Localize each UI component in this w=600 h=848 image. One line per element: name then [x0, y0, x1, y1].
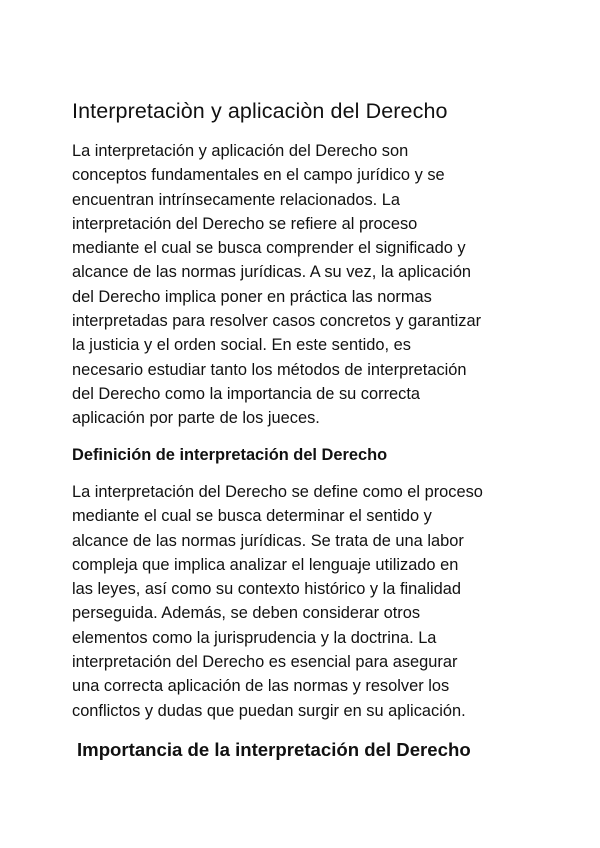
intro-line: del Derecho como la importancia de su correcta — [72, 384, 421, 403]
definition-line: conflictos y dudas que puedan surgir en su aplicación. — [72, 701, 466, 720]
section-heading-definicion: Definición de interpretación del Derecho — [72, 446, 388, 464]
definition-line: interpretación del Derecho es esencial para asegurar — [72, 653, 458, 672]
intro-paragraph — [72, 139, 542, 431]
definition-line: La interpretación del Derecho se define como el proceso — [72, 483, 483, 501]
intro-line: la justicia y el orden social. En este sentido, es — [72, 336, 411, 355]
intro-line: encuentran intrínsecamente relacionados. La — [72, 190, 401, 209]
definition-line: perseguida. Además, se deben considerar otros — [72, 604, 421, 623]
intro-line: interpretación del Derecho se refiere al proceso — [72, 214, 418, 233]
intro-line: del Derecho implica poner en práctica las normas — [72, 287, 432, 306]
definition-line: alcance de las normas jurídicas. Se trata de una labor — [72, 531, 464, 550]
intro-line: aplicación por parte de los jueces. — [72, 409, 320, 428]
definition-line: elementos como la jurisprudencia y la doctrina. La — [72, 628, 437, 647]
document-title: Interpretaciòn y aplicaciòn del Derecho — [72, 99, 448, 123]
definition-line: una correcta aplicación de las normas y resolver los — [72, 677, 450, 696]
intro-line: La interpretación y aplicación del Derecho son — [72, 142, 409, 160]
definition-line: mediante el cual se busca determinar el sentido y — [72, 507, 432, 526]
intro-line: necesario estudiar tanto los métodos de interpretación — [72, 360, 467, 379]
definition-line: las leyes, así como su contexto histórico y la finalidad — [72, 580, 462, 599]
intro-line: conceptos fundamentales en el campo jurídico y se — [72, 166, 445, 185]
section-heading-importancia: Importancia de la interpretación del Derecho — [77, 739, 471, 760]
intro-line: alcance de las normas jurídicas. A su vez, la aplicación — [72, 263, 472, 282]
intro-line: interpretadas para resolver casos concretos y garantizar — [72, 312, 482, 331]
definition-line: compleja que implica analizar el lenguaje utilizado en — [72, 555, 459, 574]
definition-paragraph — [72, 480, 542, 723]
intro-line: mediante el cual se busca comprender el significado y — [72, 239, 466, 258]
